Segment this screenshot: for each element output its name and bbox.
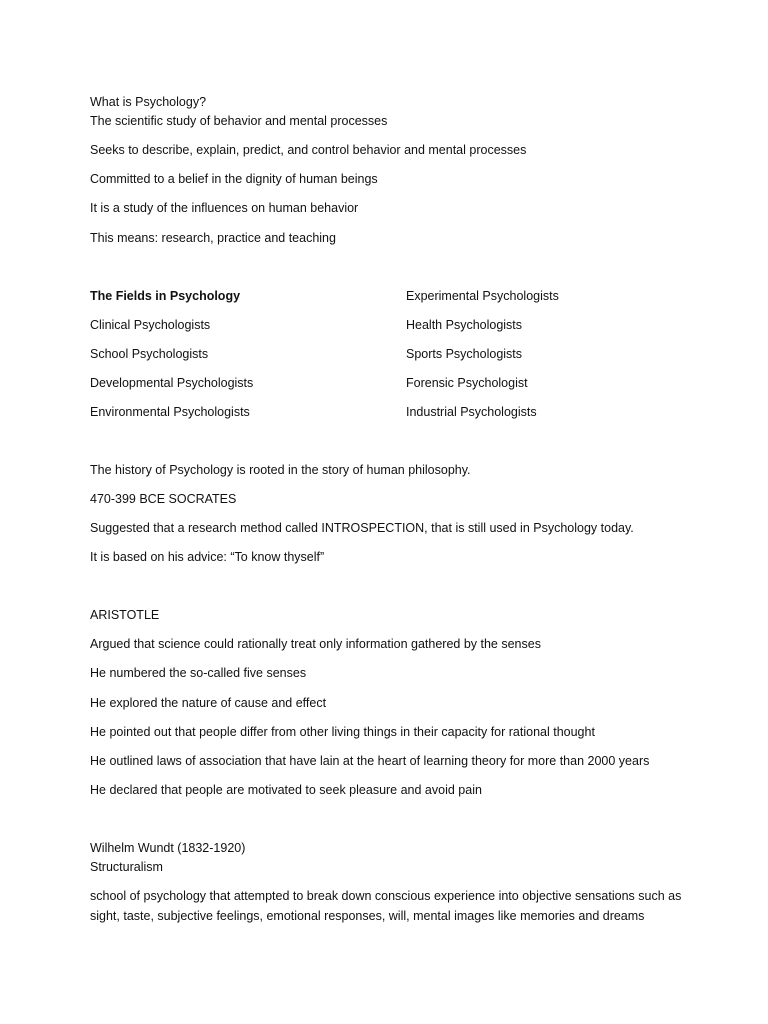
intro-point: It is a study of the influences on human behavior [90,201,359,215]
history-line: 470-399 BCE SOCRATES [90,492,237,506]
field-item: Industrial Psychologists [406,405,537,419]
wundt-heading: Wilhelm Wundt (1832-1920) [90,841,246,855]
field-item: School Psychologists [90,347,209,361]
intro-point: This means: research, practice and teaching [90,231,336,245]
field-item: Sports Psychologists [406,347,523,361]
intro-point: Committed to a belief in the dignity of human beings [90,172,378,186]
intro-definition: The scientific study of behavior and mental processes [90,114,388,128]
history-line: The history of Psychology is rooted in the story of human philosophy. [90,463,471,477]
fields-heading: The Fields in Psychology [90,289,241,303]
field-item: Experimental Psychologists [406,289,559,303]
aristotle-point: He explored the nature of cause and effect [90,696,327,710]
aristotle-point: He pointed out that people differ from other living things in their capacity for rational thought [90,725,595,739]
aristotle-point: He declared that people are motivated to seek pleasure and avoid pain [90,783,482,797]
aristotle-point: He outlined laws of association that have lain at the heart of learning theory for more than 2000 years [90,754,650,768]
aristotle-point: He numbered the so-called five senses [90,666,307,680]
field-item: Clinical Psychologists [90,318,211,332]
field-item: Developmental Psychologists [90,376,254,390]
wundt-description: school of psychology that attempted to break down conscious experience into objective sensations such as sight, taste, subjective feelings, emotional responses, will, mental images like memories and dreams [90,889,682,923]
field-item: Environmental Psychologists [90,405,250,419]
history-line: Suggested that a research method called INTROSPECTION, that is still used in Psychology today. [90,521,634,535]
aristotle-point: Argued that science could rationally treat only information gathered by the senses [90,637,541,651]
intro-heading: What is Psychology? [90,95,207,109]
field-item: Forensic Psychologist [406,376,528,390]
field-item: Health Psychologists [406,318,523,332]
aristotle-heading: ARISTOTLE [90,608,160,622]
intro-point: Seeks to describe, explain, predict, and control behavior and mental processes [90,143,527,157]
history-line: It is based on his advice: “To know thyself” [90,550,325,564]
wundt-subheading: Structuralism [90,860,163,874]
